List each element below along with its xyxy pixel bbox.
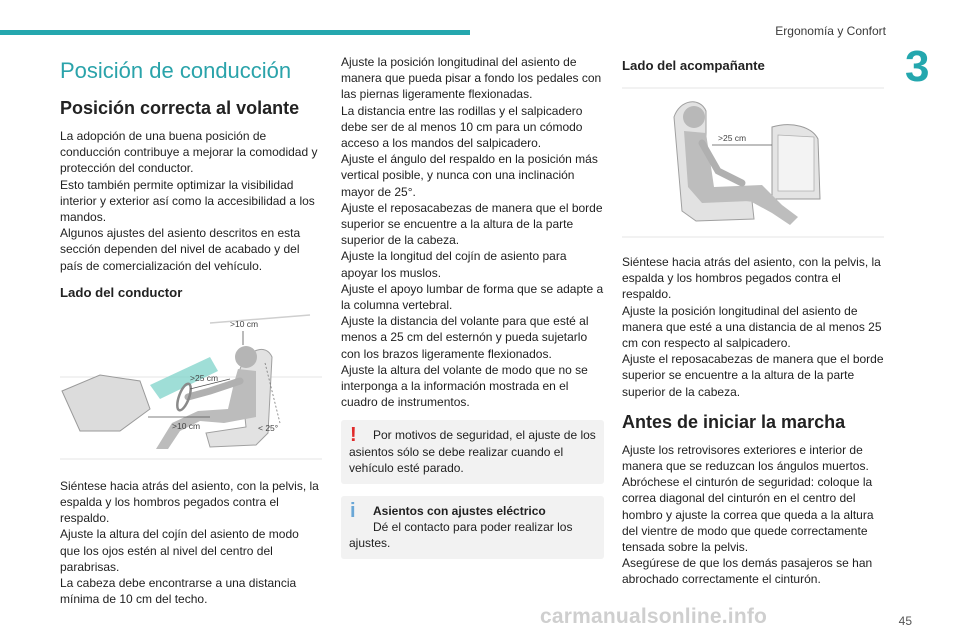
page-number: 45 — [898, 614, 912, 628]
paragraph: Ajuste la altura del cojín del asiento de modo que los ojos estén al nivel del centro del parabrisas. — [60, 527, 299, 574]
header-accent-bar — [0, 30, 470, 35]
paragraph: Ajuste la posición longitudinal del asiento de manera que pueda pisar a fondo los pedales con las piernas ligeramente flexionadas. — [341, 55, 602, 102]
paragraph: Ajuste el reposacabezas de manera que el borde superior se encuentre a la altura de la parte superior de la cabeza. — [622, 352, 884, 399]
chapter-number: 3 — [905, 42, 930, 91]
warning-text: Por motivos de seguridad, el ajuste de los asientos sólo se debe realizar cuando el vehículo esté parado. — [349, 428, 596, 475]
label-knee-distance: >10 cm — [172, 420, 201, 431]
heading-before-driving: Antes de iniciar la marcha — [622, 411, 846, 432]
paragraph: Asegúrese de que los demás pasajeros se han abrochado correctamente el cinturón. — [622, 556, 873, 587]
paragraph: Ajuste la posición longitudinal del asiento de manera que esté a una distancia de al menos 25 cm con respecto al salpicadero. — [622, 303, 882, 351]
info-note — [341, 496, 604, 559]
paragraph: Ajuste la longitud del cojín de asiento para apoyar los muslos. — [341, 249, 567, 280]
heading-driver-side: Lado del conductor — [60, 284, 183, 300]
heading-correct-position: Posición correcta al volante — [60, 98, 300, 118]
label-roof-distance: >10 cm — [230, 318, 259, 329]
paragraph: Ajuste los retrovisores exteriores e interior de manera que se reduzcan los ángulos muertos. — [622, 442, 869, 474]
info-icon: i — [350, 500, 356, 523]
paragraph: Abróchese el cinturón de seguridad: coloque la correa diagonal del cinturón en el centro del hombro y ajuste la correa que queda a la altura del vientre de modo que quede correctamente tensada sobre la pelvis. — [622, 475, 874, 555]
paragraph: Ajuste la distancia del volante para que esté al menos a 25 cm del esternón y pueda sujetarlo con los brazos ligeramente flexionados. — [341, 314, 589, 361]
paragraph: La cabeza debe encontrarse a una distancia mínima de 10 cm del techo. — [60, 576, 297, 607]
warning-icon: ! — [350, 424, 357, 447]
column-right — [622, 56, 884, 588]
label-backrest-angle: < 25° — [258, 422, 279, 433]
label-wheel-distance: >25 cm — [190, 372, 219, 383]
paragraph: La distancia entre las rodillas y el salpicadero debe ser de al menos 10 cm para un cómodo acceso a los mandos del salpicadero. — [341, 103, 583, 151]
driver-position-illustration — [60, 313, 322, 461]
column-middle — [341, 54, 604, 567]
paragraph: Ajuste el apoyo lumbar de forma que se adapte a la columna vertebral. — [341, 281, 604, 313]
paragraph: Siéntese hacia atrás del asiento, con la pelvis, la espalda y los hombros pegados contra el respaldo. — [622, 255, 881, 302]
paragraph: La adopción de una buena posición de conducción contribuye a mejorar la comodidad y protección del conductor. — [60, 129, 318, 176]
paragraph: Ajuste el reposacabezas de manera que el borde superior se encuentre a la altura de la parte superior de la cabeza. — [341, 200, 603, 248]
column-left — [60, 54, 322, 607]
paragraph: Algunos ajustes del asiento descritos en esta sección dependen del nivel de acabado y del país de comercialización del vehículo. — [60, 226, 301, 273]
paragraph: Siéntese hacia atrás del asiento, con la pelvis, la espalda y los hombros pegados contra el respaldo. — [60, 478, 319, 526]
passenger-position-illustration — [622, 87, 884, 239]
header-title: Ergonomía y Confort — [775, 24, 886, 38]
section-title: Posición de conducción — [60, 58, 292, 83]
heading-passenger-side: Lado del acompañante — [622, 58, 765, 73]
info-title: Asientos con ajustes eléctrico — [373, 504, 546, 519]
warning-note — [341, 420, 604, 484]
info-text: Dé el contacto para poder realizar los ajustes. — [349, 520, 573, 551]
paragraph: Ajuste el ángulo del respaldo en la posición más vertical posible, y nunca con una inclinación mayor de 25°. — [341, 152, 598, 199]
label-dashboard-distance: >25 cm — [718, 133, 747, 143]
paragraph: Ajuste la altura del volante de modo que no se interponga a la información mostrada en el cuadro de instrumentos. — [341, 362, 588, 410]
paragraph: Esto también permite optimizar la visibilidad interior y exterior así como la accesibilidad a los mandos. — [60, 177, 315, 225]
watermark: carmanualsonline.info — [540, 605, 768, 628]
